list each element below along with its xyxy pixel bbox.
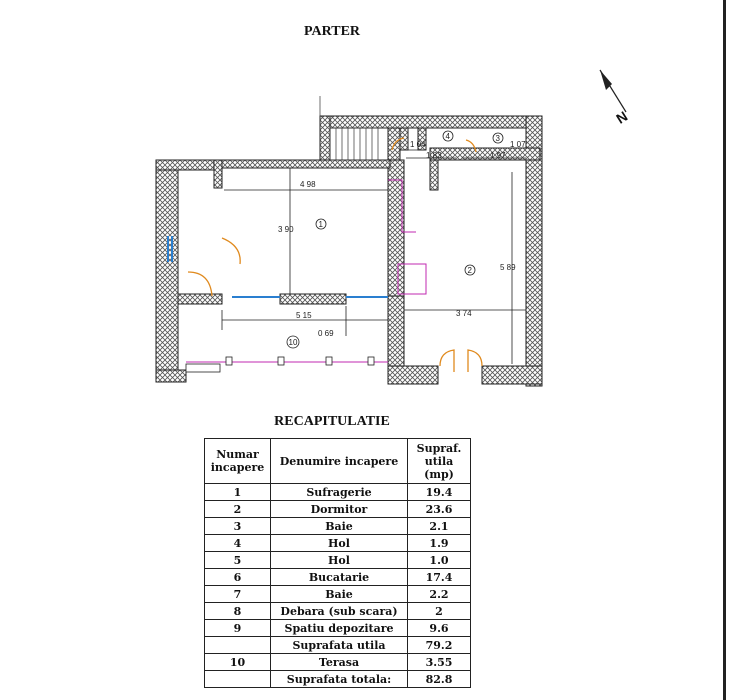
cell-name: Hol [271,535,408,552]
cell-area: 23.6 [408,501,471,518]
cell-number: 10 [205,654,271,671]
terrace-posts [186,357,374,372]
walls [156,116,542,386]
door-terrace [188,272,212,296]
table-row [205,484,471,501]
table-row [205,535,471,552]
north-label: N [613,107,631,127]
cell-name: Suprafata utila [271,637,408,654]
cell-number [205,637,271,654]
cell-name: Debara (sub scara) [271,603,408,620]
recap-table [204,438,471,688]
dim-living-height: 3 90 [278,225,294,234]
cell-number: 4 [205,535,271,552]
cell-name: Baie [271,586,408,603]
table-row [205,603,471,620]
dim-stair-width: 1 04 [410,140,426,149]
dim-terrace-width: 5 15 [296,311,312,320]
cell-name: Dormitor [271,501,408,518]
room-marker-10: 10 [288,338,298,347]
cell-number [205,671,271,688]
room-marker-4: 4 [445,132,450,141]
cell-number: 8 [205,603,271,620]
table-row [205,552,471,569]
north-arrow-icon [600,70,630,127]
cell-area: 1.0 [408,552,471,569]
wall-inner-left [214,160,222,188]
table-row [205,654,471,671]
cell-name: Suprafata totala: [271,671,408,688]
wall-west [156,160,178,382]
room-marker-2: 2 [467,266,472,275]
door-bedroom-left [440,350,454,372]
cell-name: Bucatarie [271,569,408,586]
cell-area: 19.4 [408,484,471,501]
dim-bath-width2: 1 97 [490,151,506,160]
cell-area: 9.6 [408,620,471,637]
wall-hall-stub [430,160,438,190]
dim-bedroom-height: 5 89 [500,263,516,272]
cell-name: Hol [271,552,408,569]
header-name: Denumire incapere [271,439,408,484]
room-marker-1: 1 [318,220,323,229]
cell-number: 5 [205,552,271,569]
dim-terrace-step: 0 69 [318,329,334,338]
cell-area: 3.55 [408,654,471,671]
cell-number: 9 [205,620,271,637]
header-area: Supraf. utila (mp) [408,439,471,484]
room-marker-3: 3 [495,134,500,143]
dim-bath-width: 1 07 [510,140,526,149]
windows [168,236,388,297]
cell-area: 17.4 [408,569,471,586]
dim-living-width: 4 98 [300,180,316,189]
cell-number: 3 [205,518,271,535]
cell-number: 7 [205,586,271,603]
wall-north-top [320,116,542,128]
wall-living-north [222,160,390,168]
wall-stair-west [320,116,330,160]
wall-south-b [482,366,542,384]
wall-living-south-a [178,294,222,304]
cell-name: Terasa [271,654,408,671]
cell-area: 2.1 [408,518,471,535]
table-row [205,569,471,586]
cell-name: Sufragerie [271,484,408,501]
recap-header-row [205,439,471,484]
cell-area: 82.8 [408,671,471,688]
dim-bedroom-width: 3 74 [456,309,472,318]
door-living [222,238,240,264]
dim-hall-width: 1 83 [426,151,442,160]
table-row [205,586,471,603]
cell-area: 79.2 [408,637,471,654]
table-row [205,501,471,518]
cell-area: 1.9 [408,535,471,552]
cell-number: 2 [205,501,271,518]
wall-living-south-b [280,294,346,304]
wall-south-a [388,366,438,384]
table-row [205,671,471,688]
header-number: Numar incapere [205,439,271,484]
recap-title: RECAPITULATIE [274,414,390,429]
cell-area: 2 [408,603,471,620]
cell-number: 1 [205,484,271,501]
cell-name: Spatiu depozitare [271,620,408,637]
wall-north-left [156,160,222,170]
cell-number: 6 [205,569,271,586]
dimension-lines [222,148,530,364]
plan-title: PARTER [303,24,361,39]
cell-area: 2.2 [408,586,471,603]
cell-name: Baie [271,518,408,535]
table-row [205,620,471,637]
door-bedroom-right [468,350,482,372]
table-row [205,518,471,535]
wall-sw [156,370,186,382]
table-row [205,637,471,654]
